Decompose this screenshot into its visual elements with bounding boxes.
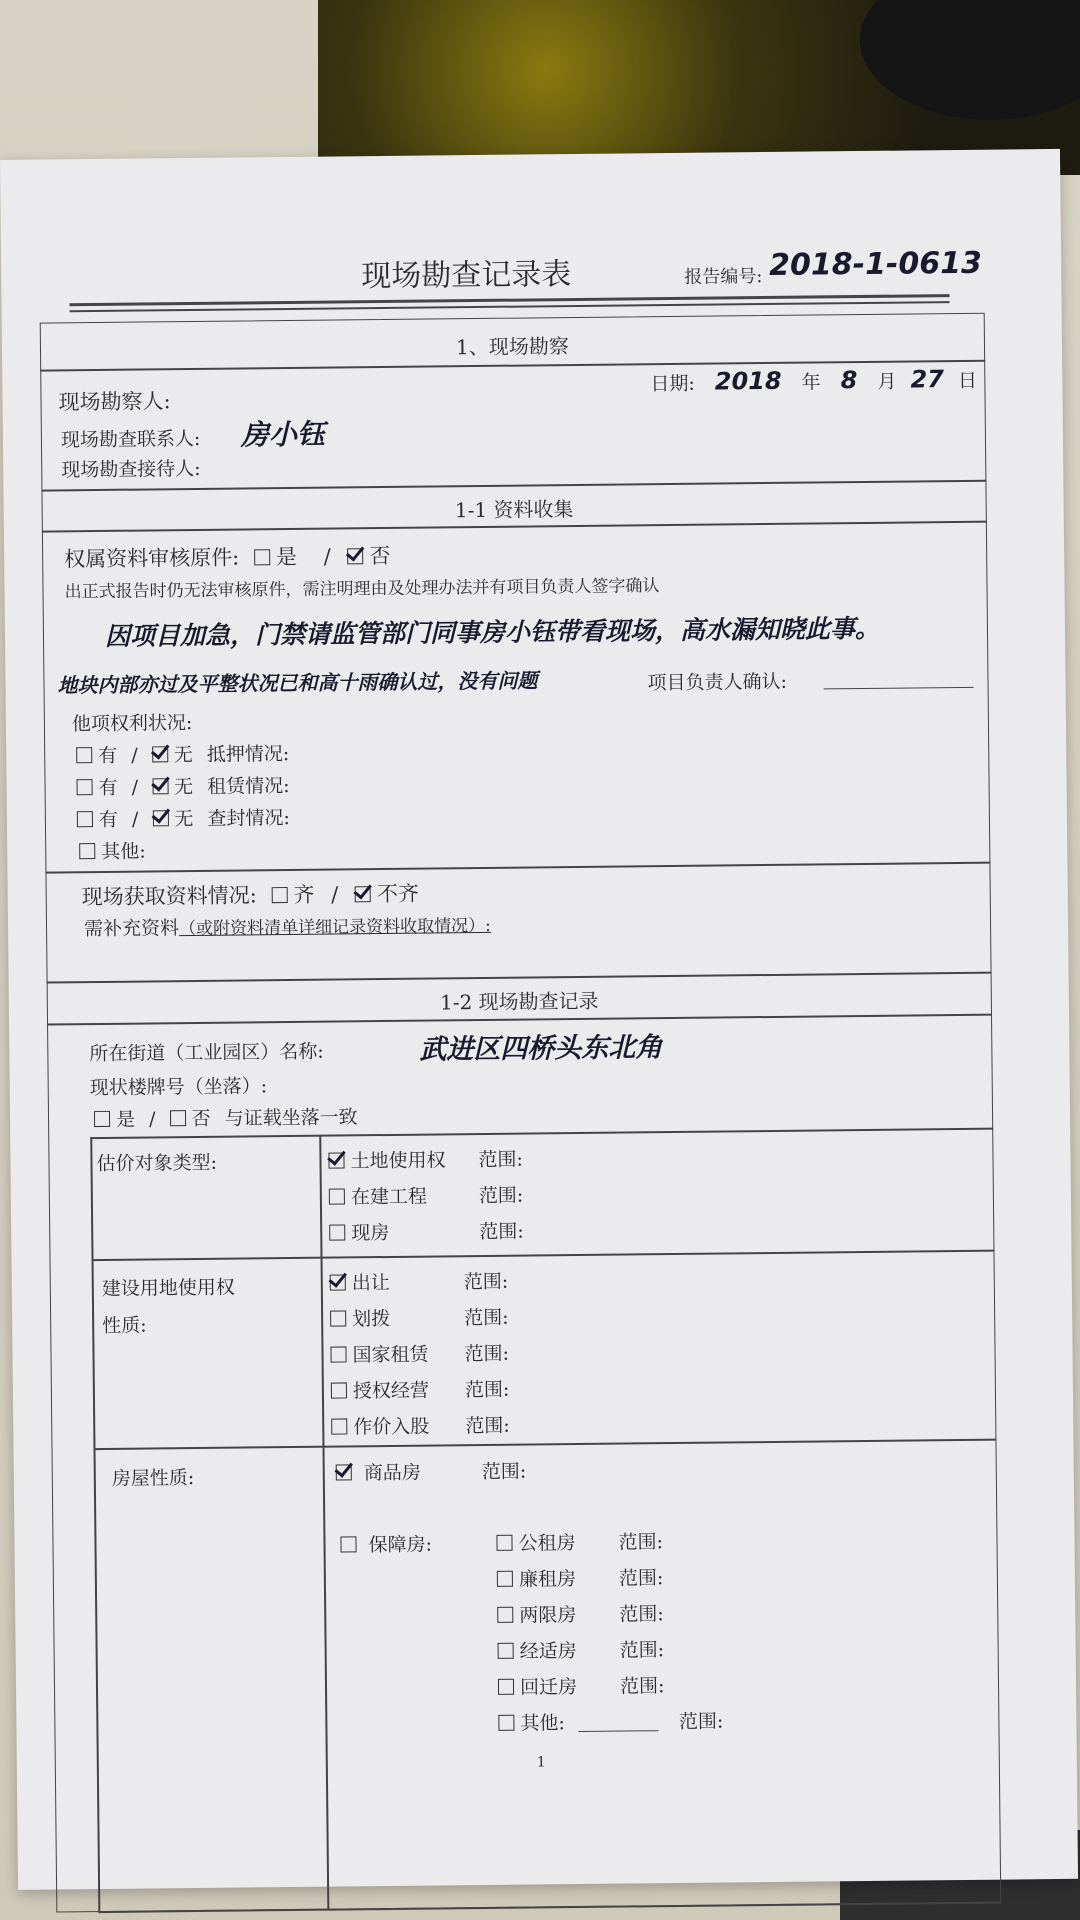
report-no-value: 2018-1-0613: [768, 245, 983, 283]
none-label: 无: [174, 808, 194, 831]
valuation-opt-2: [329, 1217, 524, 1246]
consistent-no-checkbox[interactable]: [169, 1110, 185, 1126]
handwritten-reason-2: 地块内部亦过及平整状况已和高十雨确认过，没有问题: [57, 668, 538, 698]
option-label: 两限房: [519, 1604, 577, 1627]
mortgage-none-checkbox[interactable]: [152, 746, 168, 762]
slash: /: [149, 1108, 156, 1131]
option-label: 经适房: [519, 1640, 577, 1663]
range-label: 范围:: [479, 1220, 524, 1244]
range-label: 范围:: [618, 1567, 664, 1590]
material-row: [82, 878, 420, 912]
range-label: 范围:: [619, 1639, 665, 1662]
option-label: 出让: [351, 1271, 390, 1295]
range-label: 范围:: [464, 1306, 509, 1330]
seizure-have-checkbox[interactable]: [77, 811, 93, 827]
ownership-label: 权属资料审核原件:: [64, 545, 240, 572]
lease-have-checkbox[interactable]: [76, 779, 92, 795]
date-year: 2018: [714, 366, 782, 396]
afford-opt-0: [496, 1527, 663, 1556]
option-label: 授权经营: [352, 1379, 430, 1403]
mortgage-label: 抵押情况:: [206, 743, 290, 766]
land-use-right-checkbox[interactable]: [328, 1152, 344, 1168]
header-rule: [70, 294, 950, 306]
complete-label: 齐: [293, 882, 315, 907]
date-field: [650, 365, 977, 396]
slash: /: [131, 744, 138, 767]
range-label: 范围:: [463, 1270, 509, 1294]
range-label: 范围:: [464, 1378, 510, 1402]
range-label: 范围:: [465, 1414, 510, 1438]
contact-value: 房小钰: [240, 417, 326, 452]
land-opt-1: [330, 1303, 509, 1332]
option-label: 作价入股: [353, 1415, 430, 1439]
option-label: 公租房: [518, 1532, 576, 1555]
other-checkbox[interactable]: [79, 843, 95, 859]
subsection-1-1-heading: 1-1 资料收集: [454, 497, 574, 523]
afford-opt-3: [497, 1635, 664, 1664]
handwritten-reason-1: 因项目加急，门禁请监管部门同事房小钰带看现场，高水漏知晓此事。: [104, 613, 881, 651]
option-label: 在建工程: [350, 1185, 428, 1209]
low-rent-checkbox[interactable]: [497, 1571, 513, 1587]
land-use-label-2: 性质:: [102, 1314, 147, 1337]
economic-housing-checkbox[interactable]: [498, 1643, 514, 1659]
none-label: 无: [173, 776, 194, 799]
range-label: 范围:: [678, 1710, 724, 1733]
range-label: 范围:: [478, 1184, 524, 1208]
building-label: 现状楼牌号（坐落）:: [89, 1075, 268, 1100]
ownership-yes-checkbox[interactable]: [254, 549, 270, 565]
yes-label: 是: [115, 1108, 136, 1131]
other-rights-label: 他项权利状况:: [71, 712, 193, 736]
form-paper: [0, 149, 1078, 1890]
under-construction-checkbox[interactable]: [329, 1188, 345, 1204]
house-affordable-checkbox[interactable]: [340, 1536, 356, 1552]
house-commercial-checkbox[interactable]: [336, 1464, 352, 1480]
consistent-row: [94, 1102, 358, 1132]
material-complete-checkbox[interactable]: [271, 887, 287, 903]
contact-label: 现场勘查联系人:: [60, 427, 201, 452]
land-equity-checkbox[interactable]: [331, 1418, 347, 1434]
range-label: 范围:: [619, 1603, 664, 1626]
material-incomplete-checkbox[interactable]: [355, 886, 371, 902]
other-row: [79, 837, 146, 865]
seizure-label: 查封情况:: [207, 807, 291, 830]
land-use-label-1: 建设用地使用权: [101, 1276, 235, 1300]
mortgage-have-checkbox[interactable]: [76, 747, 92, 763]
range-label: 范围:: [619, 1675, 665, 1698]
lease-none-checkbox[interactable]: [152, 778, 168, 794]
section-1-heading: 1、现场勘察: [455, 334, 569, 360]
lease-label: 租赁情况:: [207, 775, 290, 798]
other-label: 其他:: [101, 840, 146, 863]
land-authorized-checkbox[interactable]: [331, 1382, 347, 1398]
page-number: 1: [536, 1754, 546, 1771]
surveyor-label: 现场勘察人:: [58, 389, 171, 415]
supplement-label: 需补充资料: [83, 917, 180, 941]
form-title: 现场勘查记录表: [361, 257, 572, 295]
option-label: 土地使用权: [350, 1149, 446, 1173]
seizure-none-checkbox[interactable]: [152, 810, 168, 826]
report-no-label: 报告编号:: [684, 266, 763, 288]
consistent-label: 与证载坐落一致: [224, 1106, 358, 1130]
material-label: 现场获取资料情况:: [81, 883, 257, 910]
incomplete-label: 不齐: [376, 881, 420, 907]
have-label: 有: [98, 744, 118, 768]
range-label: 范围:: [464, 1342, 510, 1366]
street-value: 武进区四桥头东北角: [419, 1032, 663, 1066]
ownership-yes-label: 是: [275, 544, 298, 570]
house-affordable-label: 保障房:: [368, 1533, 433, 1557]
supplement-row: [84, 910, 491, 941]
afford-other-row: [498, 1707, 723, 1736]
no-label: 否: [191, 1107, 211, 1131]
pm-confirm-label: 项目负责人确认:: [647, 670, 788, 695]
lease-row: [76, 771, 289, 800]
date-day-unit: 日: [957, 369, 978, 392]
house-commercial-label: 商品房: [363, 1461, 421, 1485]
two-limit-checkbox[interactable]: [497, 1607, 513, 1623]
land-grant-checkbox[interactable]: [330, 1274, 346, 1290]
option-label: 廉租房: [518, 1568, 577, 1591]
date-day: 27: [910, 365, 945, 394]
afford-opt-2: [497, 1599, 664, 1628]
resettlement-checkbox[interactable]: [498, 1679, 514, 1695]
afford-opt-4: [498, 1671, 665, 1700]
house-affordable-row: [340, 1530, 432, 1558]
house-commercial-row: [336, 1457, 527, 1486]
valuation-label: 估价对象类型:: [96, 1151, 218, 1176]
option-label: 划拨: [352, 1307, 391, 1331]
valuation-opt-1: [329, 1181, 524, 1210]
range-label: 范围:: [481, 1460, 527, 1484]
house-label: 房屋性质:: [111, 1467, 195, 1490]
option-label: 国家租赁: [352, 1343, 429, 1367]
public-rental-checkbox[interactable]: [496, 1535, 512, 1551]
option-label: 回迁房: [519, 1676, 578, 1699]
slash: /: [323, 544, 331, 569]
seizure-row: [77, 803, 290, 832]
none-label: 无: [173, 744, 193, 767]
option-label: 现房: [351, 1221, 390, 1245]
ownership-note: 出正式报告时仍无法审核原件，需注明理由及处理办法并有项目负责人签字确认: [64, 576, 660, 603]
range-label: 范围:: [478, 1148, 524, 1172]
date-month-unit: 月: [877, 370, 897, 393]
land-opt-4: [331, 1411, 510, 1440]
date-month: 8: [840, 366, 858, 395]
slash: /: [131, 808, 139, 831]
existing-house-checkbox[interactable]: [329, 1224, 345, 1240]
afford-other-checkbox[interactable]: [498, 1715, 514, 1731]
land-allocation-checkbox[interactable]: [330, 1310, 346, 1326]
range-label: 范围:: [618, 1531, 664, 1554]
mortgage-row: [76, 739, 289, 768]
receiver-label: 现场勘查接待人:: [61, 457, 201, 482]
valuation-opt-0: [328, 1145, 523, 1174]
date-label: 日期:: [650, 372, 695, 396]
ownership-no-label: 否: [369, 543, 391, 569]
slash: /: [131, 776, 139, 799]
ownership-no-checkbox[interactable]: [347, 548, 363, 564]
consistent-yes-checkbox[interactable]: [94, 1111, 110, 1127]
afford-other-blank[interactable]: [579, 1730, 659, 1732]
afford-other-label: 其他:: [520, 1712, 565, 1735]
supplement-note: （或附资料清单详细记录资料收取情况）:: [178, 915, 491, 940]
land-opt-3: [331, 1375, 510, 1404]
slash: /: [331, 882, 339, 907]
street-label: 所在街道（工业园区）名称:: [89, 1040, 324, 1066]
land-opt-2: [330, 1339, 509, 1368]
have-label: 有: [98, 776, 118, 800]
afford-opt-1: [497, 1563, 664, 1592]
land-opt-0: [330, 1267, 509, 1296]
ownership-row: [64, 540, 391, 573]
have-label: 有: [98, 808, 119, 831]
date-year-unit: 年: [801, 371, 821, 394]
land-lease-checkbox[interactable]: [330, 1346, 346, 1362]
subsection-1-2-heading: 1-2 现场勘查记录: [439, 988, 599, 1015]
